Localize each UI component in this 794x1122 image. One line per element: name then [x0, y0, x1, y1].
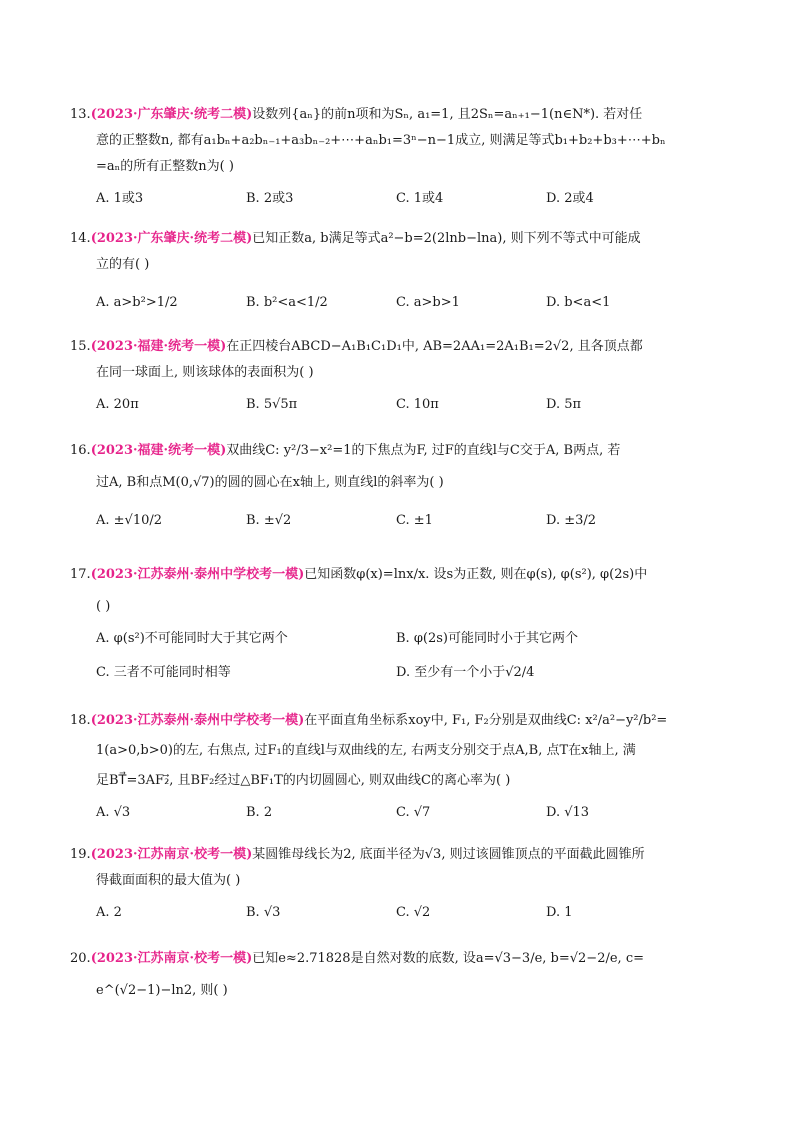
question-16-line-2: 过A, B和点M(0,√7)的圆的圆心在x轴上, 则直线l的斜率为( ) — [96, 475, 444, 490]
question-number: 13. — [70, 107, 91, 122]
question-14-line-1 — [70, 226, 732, 252]
question-number: 20. — [70, 951, 91, 966]
question-18 — [70, 708, 732, 826]
question-number: 17. — [70, 567, 91, 582]
question-text: 设数列{aₙ}的前n项和为Sₙ, a₁=1, 且2Sₙ=aₙ₊₁−1(n∈N*). 若对任 — [252, 107, 643, 122]
question-18-options — [70, 800, 732, 826]
question-16-options — [70, 508, 732, 534]
question-17-options-row-1 — [70, 626, 732, 652]
option-b[interactable]: B. φ(2s)可能同时小于其它两个 — [396, 631, 579, 646]
question-text: 已知e≈2.71828是自然对数的底数, 设a=√3−3/e, b=√2−2/e, c= — [252, 951, 644, 966]
option-a[interactable]: A. 2 — [96, 905, 122, 920]
question-17-options-row-2 — [70, 660, 732, 686]
question-source: (2023·江苏泰州·泰州中学校考一模) — [90, 567, 305, 582]
option-b[interactable]: B. ±√2 — [246, 513, 292, 528]
question-source: (2023·福建·统考一模) — [90, 339, 227, 354]
question-14-options — [70, 290, 732, 316]
question-14-line-2: 立的有( ) — [96, 257, 150, 272]
question-20 — [70, 946, 732, 1004]
option-c[interactable]: C. 1或4 — [396, 191, 444, 206]
option-d[interactable]: D. 1 — [546, 905, 573, 920]
option-b[interactable]: B. 2 — [246, 805, 273, 820]
question-text: 已知正数a, b满足等式a²−b=2(2lnb−lna), 则下列不等式中可能成 — [252, 231, 641, 246]
question-source: (2023·福建·统考一模) — [90, 443, 227, 458]
question-19-line-2: 得截面面积的最大值为( ) — [96, 873, 241, 888]
option-d[interactable]: D. ±3/2 — [546, 513, 597, 528]
option-b[interactable]: B. 2或3 — [246, 191, 294, 206]
question-text: 双曲线C: y²/3−x²=1的下焦点为F, 过F的直线l与C交于A, B两点, 若 — [226, 443, 621, 458]
question-16-line-1 — [70, 438, 732, 464]
question-18-line-2: 1(a>0,b>0)的左, 右焦点, 过F₁的直线l与双曲线的左, 右两支分别交于点A,B, 点T在x轴上, 满 — [96, 743, 636, 758]
question-13 — [70, 102, 732, 212]
question-source: (2023·江苏南京·校考一模) — [90, 951, 253, 966]
option-b[interactable]: B. b²<a<1/2 — [246, 295, 328, 310]
option-a[interactable]: A. a>b²>1/2 — [96, 295, 178, 310]
question-18-line-1 — [70, 708, 732, 734]
question-13-line-2: 意的正整数n, 都有a₁bₙ+a₂bₙ₋₁+a₃bₙ₋₂+⋯+aₙb₁=3ⁿ−n−1成立, 则满足等式b₁+b₂+b₃+⋯+bₙ — [96, 133, 666, 148]
question-17-line-1 — [70, 562, 732, 588]
option-c[interactable]: C. √7 — [396, 805, 431, 820]
question-15 — [70, 334, 732, 418]
question-13-line-3: =aₙ的所有正整数n为( ) — [96, 159, 234, 174]
option-c[interactable]: C. ±1 — [396, 513, 433, 528]
option-c[interactable]: C. a>b>1 — [396, 295, 460, 310]
option-a[interactable]: A. ±√10/2 — [96, 513, 163, 528]
question-19-options — [70, 900, 732, 926]
option-d[interactable]: D. √13 — [546, 805, 590, 820]
question-20-line-1 — [70, 946, 732, 972]
option-c[interactable]: C. 三者不可能同时相等 — [96, 665, 231, 680]
question-13-line-1 — [70, 102, 732, 128]
question-text: 某圆锥母线长为2, 底面半径为√3, 则过该圆锥顶点的平面截此圆锥所 — [252, 847, 645, 862]
option-c[interactable]: C. √2 — [396, 905, 431, 920]
question-17-line-2: ( ) — [96, 599, 111, 614]
option-d[interactable]: D. 2或4 — [546, 191, 594, 206]
question-15-line-2: 在同一球面上, 则该球体的表面积为( ) — [96, 365, 314, 380]
option-a[interactable]: A. √3 — [96, 805, 131, 820]
question-number: 19. — [70, 847, 91, 862]
option-b[interactable]: B. 5√5π — [246, 397, 298, 412]
question-source: (2023·江苏泰州·泰州中学校考一模) — [90, 713, 305, 728]
question-text: 在正四棱台ABCD−A₁B₁C₁D₁中, AB=2AA₁=2A₁B₁=2√2, 且各顶点都 — [226, 339, 643, 354]
question-source: (2023·江苏南京·校考一模) — [90, 847, 253, 862]
option-a[interactable]: A. 20π — [96, 397, 139, 412]
question-number: 18. — [70, 713, 91, 728]
question-13-options — [70, 186, 732, 212]
option-c[interactable]: C. 10π — [396, 397, 439, 412]
question-14 — [70, 226, 732, 316]
question-number: 15. — [70, 339, 91, 354]
question-source: (2023·广东肇庆·统考二模) — [90, 107, 253, 122]
question-19 — [70, 842, 732, 926]
question-15-options — [70, 392, 732, 418]
option-d[interactable]: D. 5π — [546, 397, 582, 412]
question-15-line-1 — [70, 334, 732, 360]
option-d[interactable]: D. 至少有一个小于√2/4 — [396, 665, 535, 680]
question-text: 已知函数φ(x)=lnx/x. 设s为正数, 则在φ(s), φ(s²), φ(2s)中 — [304, 567, 648, 582]
option-a[interactable]: A. 1或3 — [96, 191, 144, 206]
question-number: 16. — [70, 443, 91, 458]
option-a[interactable]: A. φ(s²)不可能同时大于其它两个 — [96, 631, 288, 646]
question-17 — [70, 562, 732, 686]
question-16 — [70, 438, 732, 534]
question-text: 在平面直角坐标系xoy中, F₁, F₂分别是双曲线C: x²/a²−y²/b²= — [304, 713, 668, 728]
question-number: 14. — [70, 231, 91, 246]
option-d[interactable]: D. b<a<1 — [546, 295, 611, 310]
question-source: (2023·广东肇庆·统考二模) — [90, 231, 253, 246]
question-18-line-3: 足BT⃗=3AF₂⃗, 且BF₂经过△BF₁T的内切圆圆心, 则双曲线C的离心率为( ) — [96, 773, 511, 788]
question-19-line-1 — [70, 842, 732, 868]
question-20-line-2: e^(√2−1)−ln2, 则( ) — [96, 983, 228, 998]
option-b[interactable]: B. √3 — [246, 905, 281, 920]
